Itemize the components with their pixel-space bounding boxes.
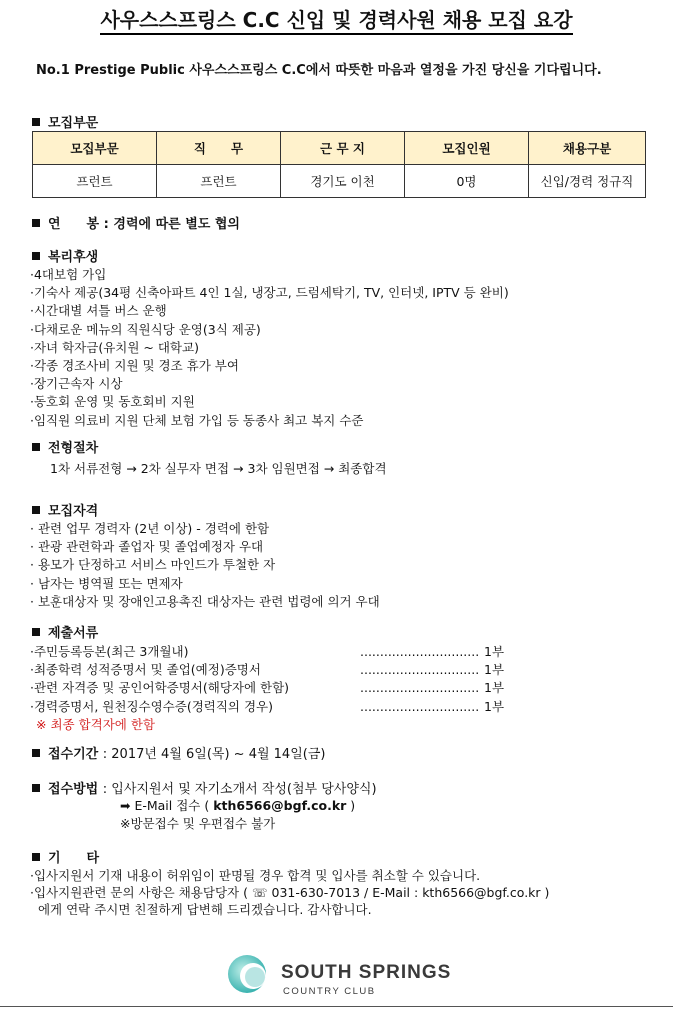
table-header-cell: 채용구분 bbox=[529, 132, 646, 165]
leader-dots: .............................. bbox=[360, 698, 480, 714]
document-qty: 1부 bbox=[484, 662, 505, 678]
list-item: · 용모가 단정하고 서비스 마인드가 투철한 자 bbox=[30, 557, 276, 573]
document-name: ·관련 자격증 및 공인어학증명서(해당자에 한함) bbox=[30, 680, 290, 696]
section-welfare-heading: 복리후생 bbox=[32, 246, 98, 265]
page-title: 사우스스프링스 C.C 신입 및 경력사원 채용 모집 요강 bbox=[0, 4, 673, 33]
section-method-heading: 접수방법 : 입사지원서 및 자기소개서 작성(첨부 당사양식) bbox=[32, 778, 377, 797]
document-qty: 1부 bbox=[484, 680, 505, 696]
table-header-row bbox=[33, 132, 646, 165]
table-cell: 0명 bbox=[405, 165, 529, 198]
section-salary: 연 봉 : 경력에 따른 별도 협의 bbox=[32, 213, 240, 232]
document-name: ·최종학력 성적증명서 및 졸업(예정)증명서 bbox=[30, 662, 261, 678]
logo-subtitle: COUNTRY CLUB bbox=[283, 986, 376, 997]
table-cell: 프런트 bbox=[33, 165, 157, 198]
table-header-cell: 근 무 지 bbox=[281, 132, 405, 165]
recruit-table bbox=[32, 131, 646, 198]
list-item: ·4대보험 가입 bbox=[30, 267, 107, 282]
table-header-cell: 모집인원 bbox=[405, 132, 529, 165]
leader-dots: .............................. bbox=[360, 662, 480, 678]
logo-emblem-icon bbox=[223, 952, 283, 1002]
table-header-cell: 직 무 bbox=[157, 132, 281, 165]
intro-text: No.1 Prestige Public 사우스스프링스 C.C에서 따뜻한 마음과 열정을 가진 당신을 기다립니다. bbox=[36, 63, 602, 78]
list-item: ·입사지원관련 문의 사항은 채용담당자 ( ☏ 031-630-7013 / E-Mail : kth6566@bgf.co.kr ) bbox=[30, 885, 550, 900]
document-qty: 1부 bbox=[484, 698, 505, 714]
method-line1: : 입사지원서 및 자기소개서 작성(첨부 당사양식) bbox=[102, 782, 377, 797]
list-item: ·각종 경조사비 지원 및 경조 휴가 부여 bbox=[30, 358, 239, 374]
list-item bbox=[30, 698, 504, 716]
list-item bbox=[30, 661, 504, 679]
etc-list bbox=[30, 867, 549, 918]
list-item: ·동호회 운영 및 동호회비 지원 bbox=[30, 394, 195, 410]
leader-dots: .............................. bbox=[360, 644, 480, 659]
section-recruit-heading: 모집부문 bbox=[32, 112, 98, 131]
list-item: 에게 연락 주시면 친절하게 답변해 드리겠습니다. 감사합니다. bbox=[30, 902, 372, 917]
table-header-cell: 모집부문 bbox=[33, 132, 157, 165]
method-line3: ※방문접수 및 우편접수 불가 bbox=[120, 816, 276, 831]
list-item: ·기숙사 제공(34평 신축아파트 4인 1실, 냉장고, 드럼세탁기, TV, 인터넷, IPTV 등 완비) bbox=[30, 285, 509, 301]
list-item bbox=[30, 679, 504, 697]
list-item bbox=[30, 643, 504, 661]
list-item: ·시간대별 셔틀 버스 운행 bbox=[30, 303, 167, 319]
list-item: ·입사지원서 기재 내용이 허위임이 판명될 경우 합격 및 입사를 취소할 수 있습니다. bbox=[30, 868, 481, 883]
section-documents-heading: 제출서류 bbox=[32, 622, 98, 641]
leader-dots: .............................. bbox=[360, 680, 480, 696]
table-cell: 신입/경력 정규직 bbox=[529, 165, 646, 198]
list-item: · 보훈대상자 및 장애인고용촉진 대상자는 관련 법령에 의거 우대 bbox=[30, 593, 380, 609]
document-name: ·경력증명서, 원천징수영수증(경력직의 경우) bbox=[30, 698, 273, 714]
document-qty: 1부 bbox=[484, 644, 505, 659]
documents-list bbox=[30, 643, 504, 734]
table-cell: 프런트 bbox=[157, 165, 281, 198]
list-item: · 관련 업무 경력자 (2년 이상) - 경력에 한함 bbox=[30, 521, 270, 536]
section-qualification-heading: 모집자격 bbox=[32, 500, 98, 519]
list-item: · 남자는 병역필 또는 면제자 bbox=[30, 575, 183, 591]
welfare-list bbox=[30, 266, 509, 430]
method-line2: ➡ E-Mail 접수 ( kth6566@bgf.co.kr ) bbox=[120, 798, 356, 813]
qualification-list bbox=[30, 520, 380, 611]
logo-name: SOUTH SPRINGS bbox=[281, 962, 452, 983]
list-item: · 관광 관련학과 졸업자 및 졸업예정자 우대 bbox=[30, 539, 264, 555]
list-item: ·임직원 의료비 지원 단체 보험 가입 등 동종사 최고 복지 수준 bbox=[30, 412, 364, 428]
email-link[interactable]: kth6566@bgf.co.kr bbox=[213, 798, 347, 813]
period-value: : 2017년 4월 6일(목) ~ 4월 14일(금) bbox=[102, 747, 326, 762]
section-etc-heading: 기 타 bbox=[32, 847, 99, 866]
process-text: 1차 서류전형 → 2차 실무자 면접 → 3차 임원면접 → 최종합격 bbox=[50, 461, 387, 476]
table-row bbox=[33, 165, 646, 198]
documents-note: ※ 최종 합격자에 한함 bbox=[36, 716, 155, 732]
list-item: ·장기근속자 시상 bbox=[30, 376, 123, 392]
section-process-heading: 전형절차 bbox=[32, 437, 98, 456]
bottom-divider bbox=[0, 1006, 673, 1007]
company-logo bbox=[223, 952, 463, 1002]
table-cell: 경기도 이천 bbox=[281, 165, 405, 198]
list-item: ·자녀 학자금(유치원 ~ 대학교) bbox=[30, 339, 199, 355]
list-item: ·다채로운 메뉴의 직원식당 운영(3식 제공) bbox=[30, 321, 261, 337]
section-period: 접수기간 : 2017년 4월 6일(목) ~ 4월 14일(금) bbox=[32, 743, 325, 762]
document-name: ·주민등록등본(최근 3개월내) bbox=[30, 644, 189, 659]
